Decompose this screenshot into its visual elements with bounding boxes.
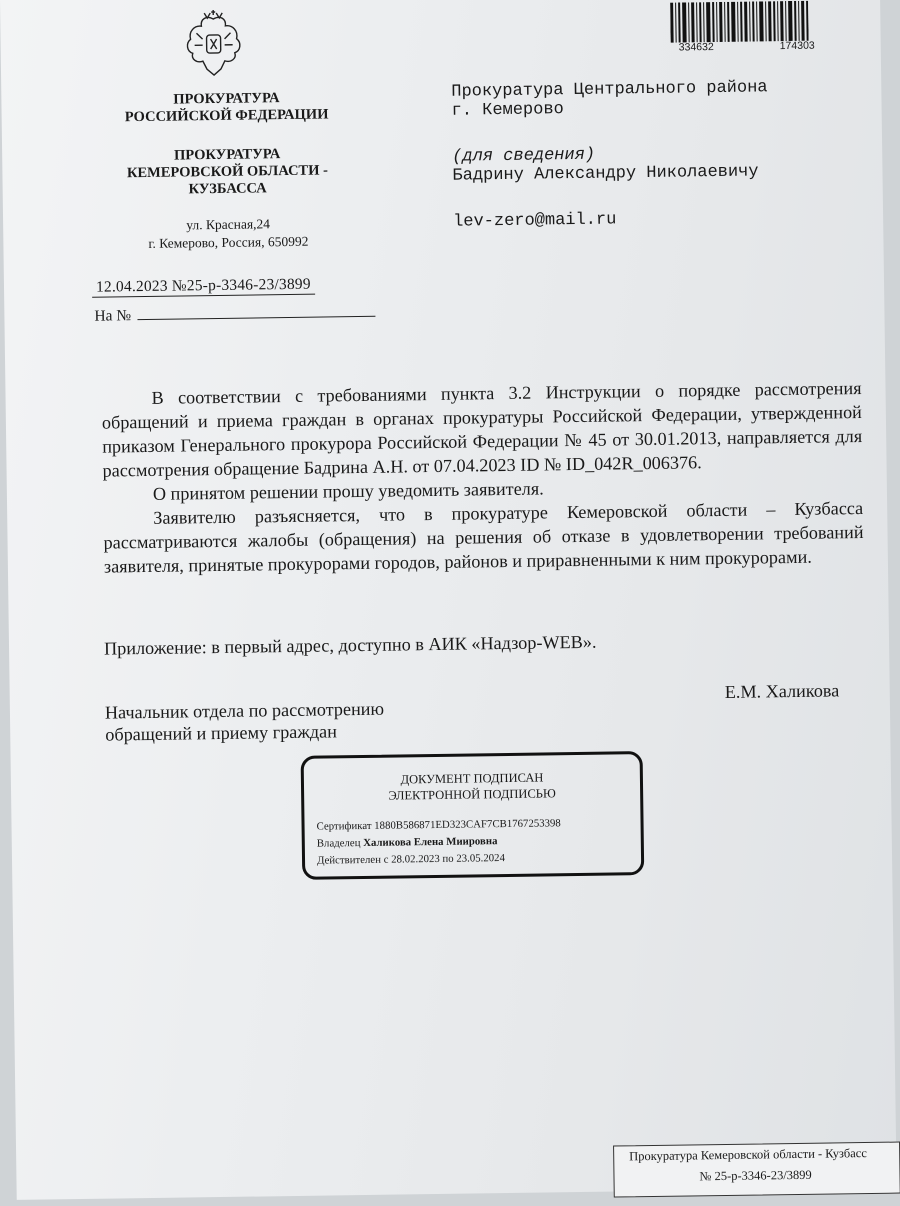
in-reply-label: На № (94, 307, 132, 325)
recipient-email: lev-zero@mail.ru (453, 210, 617, 232)
address-city: г. Кемерово, Россия, 650992 (148, 233, 309, 251)
coat-of-arms-emblem (182, 9, 245, 82)
cert-label: Сертификат (316, 819, 372, 833)
letter-body (101, 376, 864, 579)
attachment-note: Приложение: в первый адрес, доступно в АИК «Надзор-WEB». (103, 631, 597, 659)
for-info-label: (для сведения) (452, 145, 596, 167)
valid-from: 28.02.2023 (391, 852, 440, 866)
registration-footer-box (613, 1142, 900, 1198)
footer-number: № 25-р-3346-23/3899 (699, 1167, 812, 1184)
registration-number (92, 276, 315, 297)
organization-header (96, 89, 357, 200)
signatory-name: Е.М. Халикова (724, 680, 840, 702)
stamp-title: ДОКУМЕНТ ПОДПИСАН (400, 770, 544, 787)
signatory-position (105, 698, 385, 746)
valid-to: 23.05.2024 (456, 852, 506, 865)
cert-value: 1880B586871ED323CAF7CB1767253398 (374, 817, 561, 832)
stamp-title: ЭЛЕКТРОННОЙ ПОДПИСЬЮ (388, 786, 556, 803)
recipient-line: Прокуратура Центрального района (451, 78, 768, 102)
barcode-right-number: 174303 (779, 39, 815, 53)
position-line: обращений и приему граждан (105, 721, 338, 745)
org-line: КЕМЕРОВСКОЙ ОБЛАСТИ - (126, 162, 329, 182)
stamp-validity-row (317, 848, 641, 870)
blank-line (137, 304, 375, 320)
sender-address (123, 214, 333, 253)
body-paragraph: О принятом решении прошу уведомить заявителя. (152, 478, 544, 504)
recipient-line: г. Кемерово (451, 100, 564, 121)
barcode-left-number: 334632 (678, 41, 714, 54)
org-line: ПРОКУРАТУРА (173, 90, 280, 108)
owner-label: Владелец (316, 837, 361, 850)
electronic-signature-stamp (301, 751, 645, 880)
body-paragraph: В соответствии с требованиями пункта 3.2 Инструкции о порядке рассмотрения обращений и приема граждан в органах прокуратуры Российской Федерации, утвержденной приказом Генерального прокурора Российской Федерации № 45 от 30.01.2013, направляется для рассмотрения обращение Бадрина А.Н. от 07.04.2023 ID № ID_042R_006376. (101, 378, 863, 481)
address-street: ул. Красная,24 (186, 216, 271, 233)
recipient-name: Бадрину Александру Николаевичу (452, 162, 759, 186)
body-paragraph: Заявителю разъясняется, что в прокуратуре Кемеровской области – Кузбасса рассматриваются жалобы (обращения) на решения об отказе в удовлетворении требований заявителя, принятые прокурорами городов, районов и приравненными к ним прокурорами. (103, 497, 864, 577)
valid-to-label: по (442, 852, 454, 865)
footer-org: Прокуратура Кемеровской области - Кузбасс (629, 1146, 867, 1164)
org-line: РОССИЙСКОЙ ФЕДЕРАЦИИ (124, 106, 329, 126)
owner-value: Халикова Елена Мииpовна (363, 835, 498, 850)
barcode-numbers (679, 40, 815, 54)
date-number-value: 12.04.2023 №25-р-3346-23/3899 (92, 276, 315, 298)
org-line: КУЗБАССА (188, 180, 267, 198)
recipient-block (451, 78, 813, 232)
position-line: Начальник отдела по рассмотрению (104, 698, 385, 723)
valid-label: Действителен с (316, 853, 389, 867)
in-reply-to (94, 304, 375, 326)
org-line: ПРОКУРАТУРА (173, 146, 281, 164)
